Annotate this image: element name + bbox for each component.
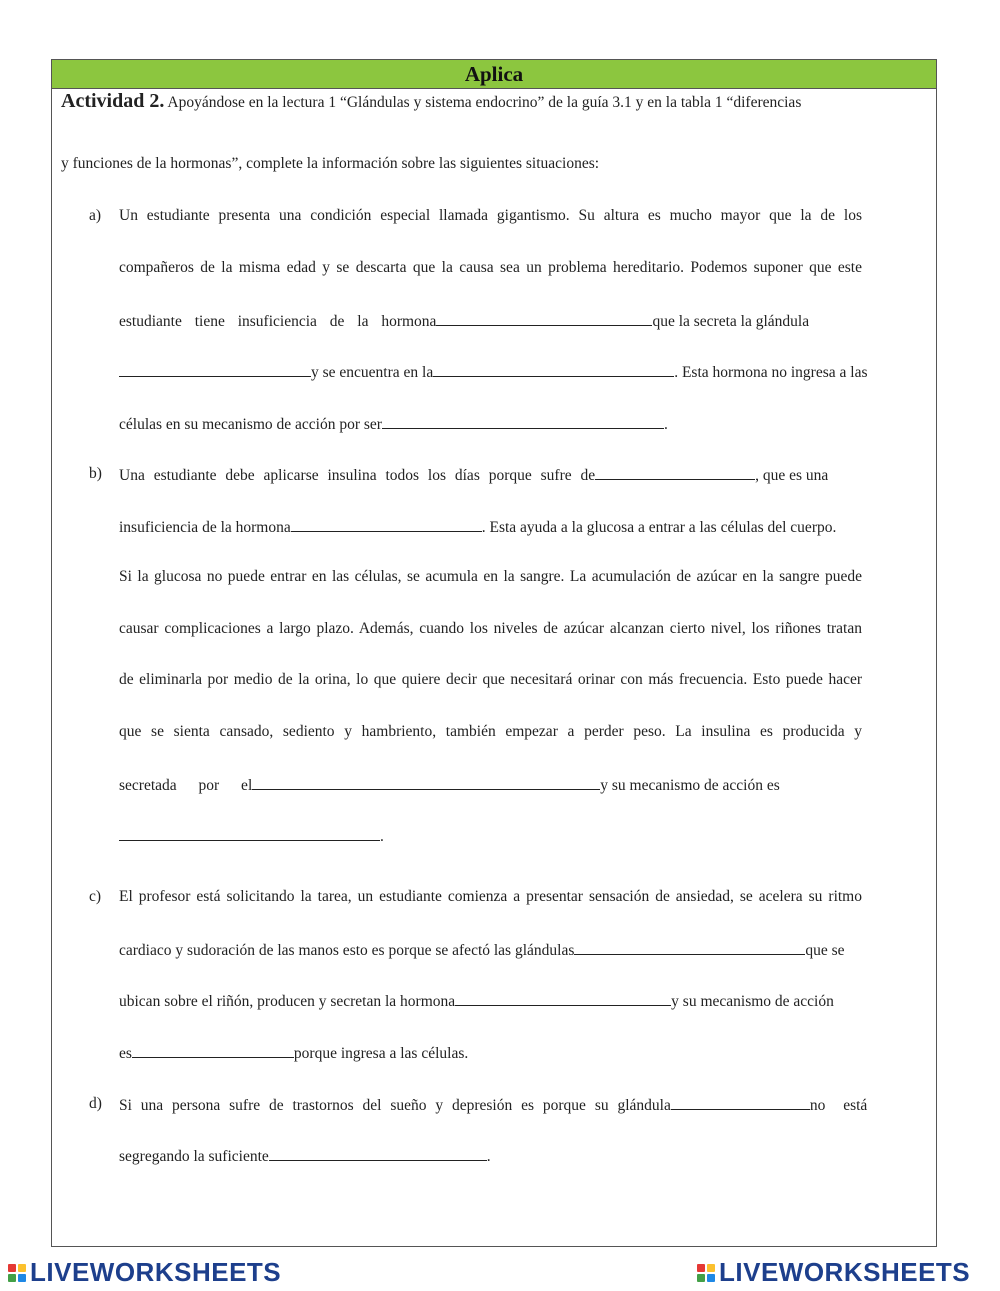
item-d-line1: Si una persona sufre de trastornos del sueño y depresión es porque su glándula no está [119, 1094, 862, 1116]
item-d-line2: segregando la suficiente . [119, 1145, 862, 1167]
blank-b2[interactable] [291, 516, 482, 532]
blank-b1[interactable] [595, 464, 755, 480]
liveworksheets-logo-right: LIVEWORKSHEETS [697, 1257, 970, 1288]
item-a-line1: Un estudiante presenta una condición especial llamada gigantismo. Su altura es mucho mayor que la de los [119, 207, 862, 224]
activity-intro-line1: Actividad 2. Apoyándose en la lectura 1 “Glándulas y sistema endocrino” de la guía 3.1 y en la tabla 1 “diferencias [61, 90, 802, 112]
blank-d2[interactable] [269, 1145, 487, 1161]
item-c-line4: es porque ingresa a las células. [119, 1042, 862, 1064]
item-c-line1: El profesor está solicitando la tarea, un estudiante comienza a presentar sensación de ansiedad, se acelera su ritmo [119, 888, 862, 905]
item-b-line6: que se sienta cansado, sediento y hambriento, también empezar a perder peso. La insulina es producida y [119, 723, 862, 740]
liveworksheets-logo-left: LIVEWORKSHEETS [8, 1257, 281, 1288]
blank-a1[interactable] [436, 310, 652, 326]
item-b-line7: secretada por el y su mecanismo de acción es [119, 774, 862, 796]
worksheet-frame [51, 59, 937, 1247]
blank-b4[interactable] [119, 825, 380, 841]
blank-d1[interactable] [671, 1094, 810, 1110]
item-a-line5: células en su mecanismo de acción por ser . [119, 413, 862, 435]
logo-blocks-icon [8, 1264, 26, 1282]
blank-a3[interactable] [433, 361, 674, 377]
item-a-line2: compañeros de la misma edad y se descarta que la causa sea un problema hereditario. Podemos suponer que este [119, 259, 862, 276]
item-b-line8: . [119, 825, 862, 847]
blank-a4[interactable] [382, 413, 664, 429]
item-b-line5: de eliminarla por medio de la orina, lo que quiere decir que necesitará orinar con más frecuencia. Esto puede hacer [119, 671, 862, 688]
activity-intro-line2: y funciones de la hormonas”, complete la información sobre las siguientes situaciones: [61, 155, 600, 172]
item-c-line2: cardiaco y sudoración de las manos esto es porque se afectó las glándulas que se [119, 939, 862, 961]
item-c-label: c) [89, 888, 102, 905]
item-b-line2: insuficiencia de la hormona . Esta ayuda a la glucosa a entrar a las células del cuerpo. [119, 516, 862, 538]
item-b-line4: causar complicaciones a largo plazo. Además, cuando los niveles de azúcar alcanzan cierto nivel, los riñones tratan [119, 620, 862, 637]
blank-b3[interactable] [252, 774, 600, 790]
item-a-line3: estudiante tiene insuficiencia de la hormona que la secreta la glándula [119, 310, 862, 332]
blank-c3[interactable] [132, 1042, 294, 1058]
item-b-line1: Una estudiante debe aplicarse insulina todos los días porque sufre de , que es una [119, 464, 862, 486]
blank-a2[interactable] [119, 361, 311, 377]
item-c-line3: ubican sobre el riñón, producen y secretan la hormona y su mecanismo de acción [119, 990, 862, 1012]
item-a-label: a) [89, 207, 102, 224]
blank-c2[interactable] [455, 990, 671, 1006]
logo-blocks-icon [697, 1264, 715, 1282]
item-b-label: b) [89, 465, 102, 482]
item-a-line4: y se encuentra en la . Esta hormona no ingresa a las [119, 361, 862, 383]
section-header: Aplica [52, 60, 936, 89]
blank-c1[interactable] [574, 939, 805, 955]
activity-title: Actividad 2. [61, 90, 165, 112]
item-d-label: d) [89, 1095, 102, 1112]
item-b-line3: Si la glucosa no puede entrar en las células, se acumula en la sangre. La acumulación de azúcar en la sangre puede [119, 568, 862, 585]
